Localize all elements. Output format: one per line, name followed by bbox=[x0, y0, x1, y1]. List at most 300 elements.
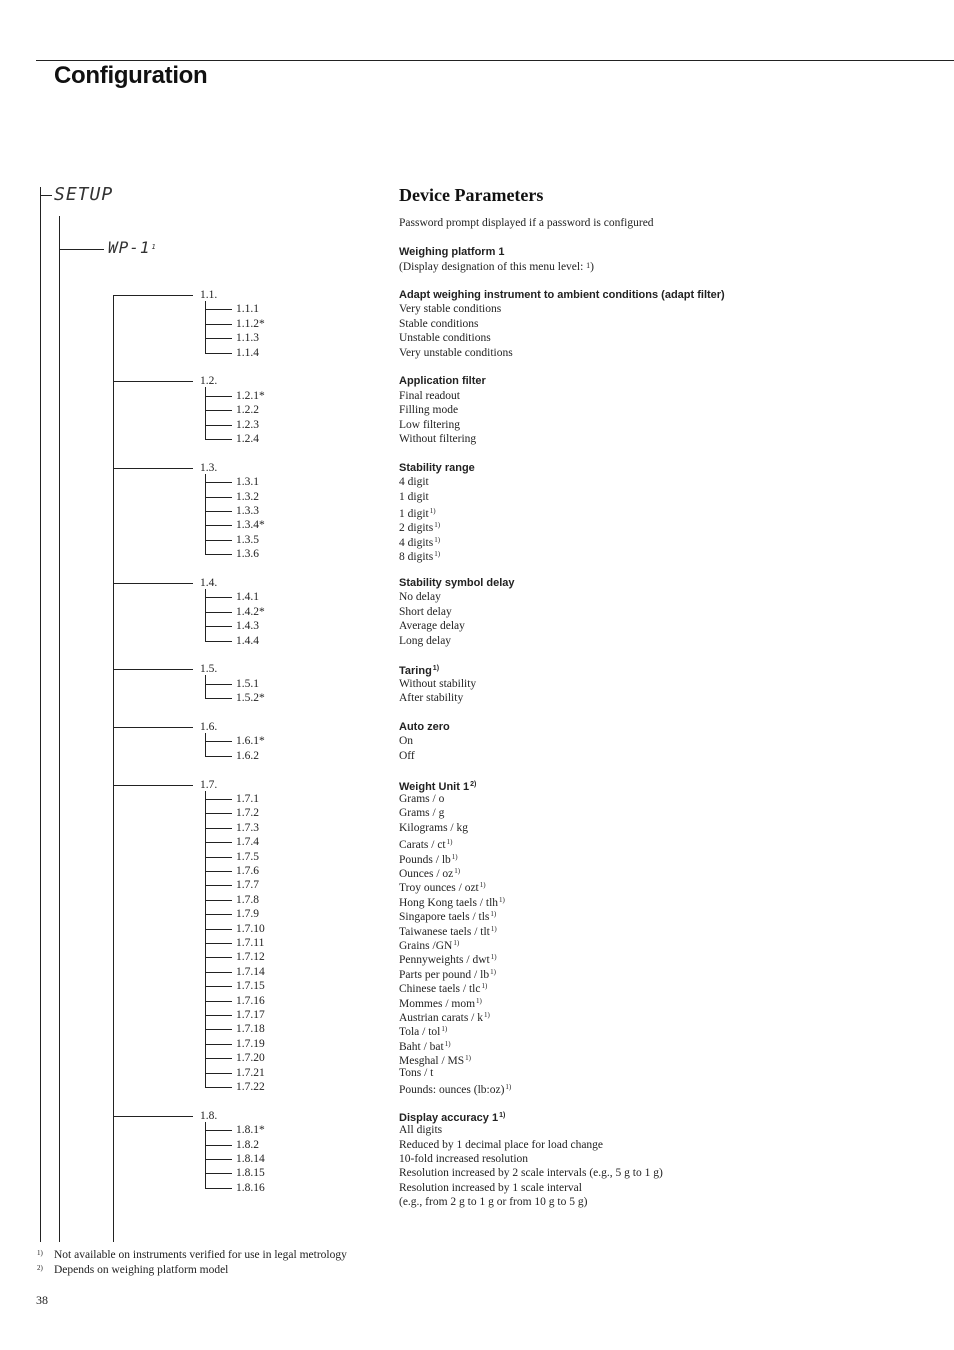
item-label-6-2-text: Kilograms / kg bbox=[399, 822, 468, 834]
item-branch-line-0-2 bbox=[205, 338, 232, 339]
item-code-6-7-text: 1.7.8 bbox=[236, 894, 259, 906]
group-stem-line-4 bbox=[205, 675, 206, 699]
item-code-6-12-text: 1.7.14 bbox=[236, 966, 265, 978]
item-label-2-0 bbox=[399, 475, 429, 489]
item-label-3-1 bbox=[399, 605, 452, 619]
item-label-3-3-text: Long delay bbox=[399, 635, 452, 647]
item-branch-line-2-5 bbox=[205, 554, 232, 555]
item-code-6-15 bbox=[236, 1008, 265, 1022]
item-branch-line-5-0 bbox=[205, 741, 232, 742]
item-branch-line-6-0 bbox=[205, 799, 232, 800]
setup-trunk-line bbox=[40, 187, 41, 1242]
item-branch-line-3-1 bbox=[205, 612, 232, 613]
item-code-1-0 bbox=[236, 389, 265, 403]
item-code-0-3 bbox=[236, 346, 259, 360]
item-label-6-16-sup: 1) bbox=[441, 1025, 448, 1033]
item-code-3-3-text: 1.4.4 bbox=[236, 635, 259, 647]
item-branch-line-6-10 bbox=[205, 943, 232, 944]
item-label-0-2-text: Unstable conditions bbox=[399, 332, 491, 344]
item-code-6-12 bbox=[236, 965, 265, 979]
group-code-6 bbox=[200, 778, 217, 792]
item-code-6-2-text: 1.7.3 bbox=[236, 822, 259, 834]
item-label-2-0-text: 4 digit bbox=[399, 476, 429, 488]
item-label-1-1-text: Filling mode bbox=[399, 404, 459, 416]
item-branch-line-2-4 bbox=[205, 540, 232, 541]
item-label-7-4-text: Resolution increased by 1 scale interval bbox=[399, 1182, 582, 1194]
item-code-2-4 bbox=[236, 533, 259, 547]
section-title: Device Parameters bbox=[399, 185, 544, 205]
item-branch-line-3-2 bbox=[205, 626, 232, 627]
item-label-6-20-text: Pounds: ounces (lb:oz) bbox=[399, 1084, 505, 1096]
item-branch-line-6-13 bbox=[205, 986, 232, 987]
item-label-6-14-sup: 1) bbox=[476, 997, 482, 1005]
item-label-7-4 bbox=[399, 1181, 582, 1195]
item-label-6-17-sup: 1) bbox=[444, 1040, 451, 1048]
item-code-3-0 bbox=[236, 590, 259, 604]
item-branch-line-1-3 bbox=[205, 439, 232, 440]
item-code-7-2-text: 1.8.14 bbox=[236, 1153, 265, 1165]
item-label-5-0 bbox=[399, 734, 413, 748]
item-label-6-5-sup: 1) bbox=[454, 867, 461, 875]
item-label-6-8-sup: 1) bbox=[490, 910, 497, 918]
item-code-7-1 bbox=[236, 1138, 259, 1152]
group-branch-line-4 bbox=[113, 669, 193, 670]
group-title-7-sup: 1) bbox=[499, 1111, 506, 1119]
item-code-6-7 bbox=[236, 893, 259, 907]
item-branch-line-6-11 bbox=[205, 957, 232, 958]
item-code-6-16 bbox=[236, 1022, 265, 1036]
item-label-3-0-text: No delay bbox=[399, 591, 441, 603]
item-code-1-1 bbox=[236, 403, 259, 417]
item-label-7-3-text: Resolution increased by 2 scale intervals (e.g., 5 g to 1 g) bbox=[399, 1167, 663, 1179]
group-branch-line-7 bbox=[113, 1116, 193, 1117]
item-branch-line-6-19 bbox=[205, 1073, 232, 1074]
group-code-1-text: 1.2. bbox=[200, 375, 218, 388]
group-trunk-line bbox=[113, 295, 114, 1242]
item-code-6-0 bbox=[236, 792, 259, 806]
page-title: Configuration bbox=[54, 62, 208, 89]
group-stem-line-2 bbox=[205, 474, 206, 555]
item-branch-line-6-4 bbox=[205, 857, 232, 858]
item-code-6-13 bbox=[236, 979, 265, 993]
item-branch-line-6-5 bbox=[205, 871, 232, 872]
group-title-3 bbox=[399, 576, 515, 590]
item-label-0-2 bbox=[399, 331, 491, 345]
item-code-3-2-text: 1.4.3 bbox=[236, 620, 259, 632]
item-code-6-14 bbox=[236, 994, 265, 1008]
item-code-7-3-text: 1.8.15 bbox=[236, 1167, 265, 1179]
item-code-6-18-text: 1.7.20 bbox=[236, 1052, 265, 1064]
item-branch-line-1-1 bbox=[205, 410, 232, 411]
group-extra-7 bbox=[399, 1195, 587, 1209]
item-code-3-0-text: 1.4.1 bbox=[236, 591, 259, 603]
item-code-2-3-text: 1.3.4* bbox=[236, 519, 265, 531]
item-code-0-2 bbox=[236, 331, 259, 345]
item-code-1-0-text: 1.2.1* bbox=[236, 390, 265, 402]
group-code-3-text: 1.4. bbox=[200, 577, 218, 589]
item-label-2-4-sup: 1) bbox=[434, 536, 441, 544]
item-code-2-1-text: 1.3.2 bbox=[236, 491, 259, 503]
group-title-4-sup: 1) bbox=[432, 665, 440, 673]
item-branch-line-1-2 bbox=[205, 425, 232, 426]
item-label-1-1 bbox=[399, 403, 458, 417]
item-label-5-1 bbox=[399, 749, 415, 763]
item-label-6-0-text: Grams / o bbox=[399, 793, 445, 805]
item-code-5-0 bbox=[236, 734, 265, 748]
item-label-6-19-text: Tons / t bbox=[399, 1067, 434, 1079]
item-code-6-11-text: 1.7.12 bbox=[236, 951, 265, 963]
item-label-1-0 bbox=[399, 389, 460, 403]
group-title-0 bbox=[399, 288, 725, 302]
item-branch-line-2-3 bbox=[205, 525, 232, 526]
item-code-0-1-text: 1.1.2* bbox=[236, 318, 265, 330]
item-branch-line-6-12 bbox=[205, 972, 232, 973]
item-label-0-0 bbox=[399, 302, 501, 316]
item-label-6-10-text: Grains /GN bbox=[399, 940, 453, 952]
footnote-mark-0: 1) bbox=[37, 1249, 43, 1257]
group-title-6-sup: 2) bbox=[470, 780, 477, 788]
group-branch-line-2 bbox=[113, 468, 193, 469]
wp-note-symbol: 1 bbox=[586, 261, 591, 270]
item-label-6-4-sup: 1) bbox=[451, 853, 458, 861]
item-code-2-0 bbox=[236, 475, 259, 489]
item-code-6-3 bbox=[236, 835, 259, 849]
item-label-3-1-text: Short delay bbox=[399, 606, 452, 618]
wp-display-sup: 1 bbox=[151, 243, 157, 251]
item-code-6-10 bbox=[236, 936, 264, 950]
item-code-2-5-text: 1.3.6 bbox=[236, 548, 259, 560]
item-label-7-2-text: 10-fold increased resolution bbox=[399, 1153, 529, 1165]
setup-branch-line bbox=[40, 195, 52, 196]
item-label-2-3-sup: 1) bbox=[434, 521, 441, 529]
item-code-5-1-text: 1.6.2 bbox=[236, 750, 259, 762]
item-branch-line-0-0 bbox=[205, 309, 232, 310]
item-code-6-18 bbox=[236, 1051, 265, 1065]
item-code-3-1 bbox=[236, 605, 265, 619]
item-branch-line-1-0 bbox=[205, 396, 232, 397]
item-label-6-3-text: Carats / ct bbox=[399, 839, 446, 851]
item-branch-line-6-16 bbox=[205, 1029, 232, 1030]
item-code-6-17 bbox=[236, 1037, 265, 1051]
item-code-6-8 bbox=[236, 907, 259, 921]
item-branch-line-4-0 bbox=[205, 684, 232, 685]
item-code-2-0-text: 1.3.1 bbox=[236, 476, 259, 488]
item-label-6-19 bbox=[399, 1066, 433, 1080]
item-label-7-0-text: All digits bbox=[399, 1124, 443, 1136]
item-label-1-2 bbox=[399, 418, 460, 432]
item-branch-line-6-3 bbox=[205, 842, 232, 843]
wp-title: Weighing platform 1 bbox=[399, 246, 505, 258]
item-label-6-5-text: Ounces / oz bbox=[399, 868, 454, 880]
group-stem-line-0 bbox=[205, 301, 206, 354]
item-branch-line-2-2 bbox=[205, 511, 232, 512]
item-label-0-1 bbox=[399, 317, 479, 331]
item-code-6-19-text: 1.7.21 bbox=[236, 1067, 265, 1079]
item-label-2-4-text: 4 digits bbox=[399, 537, 434, 549]
item-label-1-3 bbox=[399, 432, 476, 446]
item-code-6-1-text: 1.7.2 bbox=[236, 807, 259, 819]
item-label-7-1-text: Reduced by 1 decimal place for load change bbox=[399, 1139, 604, 1151]
item-label-6-7-text: Hong Kong taels / tlh bbox=[399, 897, 499, 909]
password-note: Password prompt displayed if a password is configured bbox=[399, 217, 654, 229]
group-title-1 bbox=[399, 374, 486, 388]
item-code-1-3-text: 1.2.4 bbox=[236, 433, 259, 445]
item-label-6-15-sup: 1) bbox=[484, 1011, 490, 1019]
group-stem-line-6 bbox=[205, 791, 206, 1088]
group-extra-7-text: (e.g., from 2 g to 1 g or from 10 g to 5 g) bbox=[399, 1196, 588, 1208]
item-branch-line-5-1 bbox=[205, 756, 232, 757]
item-label-6-9-text: Taiwanese taels / tlt bbox=[399, 926, 490, 938]
item-label-6-9-sup: 1) bbox=[490, 925, 497, 933]
wp-note-end: ) bbox=[590, 261, 595, 273]
item-branch-line-6-2 bbox=[205, 828, 232, 829]
item-label-3-0 bbox=[399, 590, 441, 604]
group-stem-line-1 bbox=[205, 387, 206, 440]
wp-note bbox=[399, 259, 594, 274]
item-code-5-1 bbox=[236, 749, 259, 763]
item-label-6-14-text: Mommes / mom bbox=[399, 998, 476, 1010]
item-code-2-2 bbox=[236, 504, 259, 518]
item-branch-line-7-3 bbox=[205, 1173, 232, 1174]
item-label-4-1 bbox=[399, 691, 463, 705]
item-label-6-18-text: Mesghal / MS bbox=[399, 1055, 465, 1067]
item-label-6-13-text: Chinese taels / tlc bbox=[399, 983, 481, 995]
item-branch-line-6-14 bbox=[205, 1001, 232, 1002]
group-title-2 bbox=[399, 461, 475, 475]
item-code-6-9-text: 1.7.10 bbox=[236, 923, 265, 935]
group-code-6-text: 1.7. bbox=[200, 778, 218, 791]
item-label-6-6-sup: 1) bbox=[479, 881, 486, 889]
item-code-1-3 bbox=[236, 432, 259, 446]
item-code-6-6 bbox=[236, 878, 259, 892]
group-stem-line-5 bbox=[205, 733, 206, 757]
item-label-2-5 bbox=[399, 547, 440, 564]
item-code-0-0-text: 1.1.1 bbox=[236, 303, 259, 315]
item-label-1-2-text: Low filtering bbox=[399, 419, 460, 431]
item-label-6-1-text: Grams / g bbox=[399, 807, 445, 819]
header-rule bbox=[36, 60, 954, 61]
item-label-6-16-text: Tola / tol bbox=[399, 1026, 441, 1038]
item-label-5-1-text: Off bbox=[399, 750, 415, 762]
item-code-2-3 bbox=[236, 518, 265, 532]
item-code-1-1-text: 1.2.2 bbox=[236, 404, 259, 416]
item-label-3-3 bbox=[399, 634, 451, 648]
item-code-6-5-text: 1.7.6 bbox=[236, 865, 259, 877]
wp-display bbox=[108, 238, 157, 257]
group-title-7-text: Display accuracy 1 bbox=[399, 1111, 499, 1124]
group-code-5 bbox=[200, 720, 217, 734]
item-code-6-11 bbox=[236, 950, 265, 964]
item-label-6-12-sup: 1) bbox=[490, 968, 496, 976]
item-branch-line-6-6 bbox=[205, 885, 232, 886]
group-branch-line-5 bbox=[113, 727, 193, 728]
item-code-6-16-text: 1.7.18 bbox=[236, 1023, 265, 1035]
item-code-6-10-text: 1.7.11 bbox=[236, 937, 265, 949]
wp-branch-line bbox=[59, 249, 104, 250]
item-code-2-1 bbox=[236, 490, 259, 504]
item-label-6-2 bbox=[399, 821, 468, 835]
item-branch-line-0-3 bbox=[205, 353, 232, 354]
item-branch-line-2-0 bbox=[205, 482, 232, 483]
item-code-7-1-text: 1.8.2 bbox=[236, 1139, 259, 1151]
item-label-6-11-sup: 1) bbox=[490, 953, 497, 961]
wp-trunk-line bbox=[59, 216, 60, 1242]
group-title-0-text: Adapt weighing instrument to ambient conditions (adapt filter) bbox=[399, 289, 725, 301]
group-title-4 bbox=[399, 662, 439, 678]
group-code-7 bbox=[200, 1109, 217, 1123]
item-code-0-0 bbox=[236, 302, 259, 316]
item-code-7-2 bbox=[236, 1152, 265, 1166]
item-code-2-2-text: 1.3.3 bbox=[236, 505, 259, 517]
item-code-5-0-text: 1.6.1* bbox=[236, 735, 265, 747]
item-label-2-1-text: 1 digit bbox=[399, 491, 429, 503]
group-title-5-text: Auto zero bbox=[399, 721, 450, 733]
item-label-7-3 bbox=[399, 1166, 663, 1180]
item-label-2-5-text: 8 digits bbox=[399, 551, 434, 563]
item-label-6-10-sup: 1) bbox=[453, 939, 460, 947]
footnote-mark-1: 2) bbox=[37, 1264, 43, 1272]
item-branch-line-6-9 bbox=[205, 929, 232, 930]
group-title-1-text: Application filter bbox=[399, 375, 486, 388]
item-code-6-14-text: 1.7.16 bbox=[236, 995, 265, 1007]
item-code-3-1-text: 1.4.2* bbox=[236, 606, 265, 618]
item-code-6-9 bbox=[236, 922, 265, 936]
group-code-3 bbox=[200, 576, 217, 590]
item-branch-line-6-15 bbox=[205, 1015, 232, 1016]
item-label-6-18-sup: 1) bbox=[465, 1054, 472, 1062]
item-code-0-2-text: 1.1.3 bbox=[236, 332, 259, 344]
item-branch-line-7-2 bbox=[205, 1159, 232, 1160]
item-code-6-20 bbox=[236, 1080, 265, 1094]
item-branch-line-6-8 bbox=[205, 914, 232, 915]
item-label-6-11-text: Pennyweights / dwt bbox=[399, 954, 490, 966]
group-code-0 bbox=[200, 288, 217, 302]
item-label-6-8-text: Singapore taels / tls bbox=[399, 911, 490, 923]
group-code-5-text: 1.6. bbox=[200, 721, 218, 733]
item-label-2-5-sup: 1) bbox=[434, 550, 441, 558]
item-branch-line-7-0 bbox=[205, 1130, 232, 1131]
item-label-6-6-text: Troy ounces / ozt bbox=[399, 882, 479, 894]
item-label-4-1-text: After stability bbox=[399, 692, 464, 704]
item-label-0-1-text: Stable conditions bbox=[399, 318, 479, 330]
setup-display: SETUP bbox=[54, 184, 114, 205]
item-branch-line-7-1 bbox=[205, 1145, 232, 1146]
item-code-4-1-text: 1.5.2* bbox=[236, 692, 265, 704]
item-branch-line-2-1 bbox=[205, 497, 232, 498]
item-label-6-4-text: Pounds / lb bbox=[399, 854, 451, 866]
group-code-2-text: 1.3. bbox=[200, 461, 218, 474]
item-label-6-0 bbox=[399, 792, 444, 806]
page-number: 38 bbox=[36, 1293, 48, 1307]
wp-display-text: WP-1 bbox=[108, 238, 151, 257]
item-label-4-0-text: Without stability bbox=[399, 678, 477, 690]
group-stem-line-7 bbox=[205, 1122, 206, 1189]
item-label-4-0 bbox=[399, 677, 476, 691]
item-label-6-7-sup: 1) bbox=[499, 896, 505, 904]
group-code-4-text: 1.5. bbox=[200, 663, 218, 676]
item-label-6-13-sup: 1) bbox=[481, 982, 488, 990]
item-code-6-2 bbox=[236, 821, 259, 835]
item-code-6-17-text: 1.7.19 bbox=[236, 1038, 265, 1050]
item-label-7-1 bbox=[399, 1138, 603, 1152]
item-code-6-5 bbox=[236, 864, 259, 878]
item-code-6-13-text: 1.7.15 bbox=[236, 980, 265, 992]
item-code-6-19 bbox=[236, 1066, 265, 1080]
item-code-6-8-text: 1.7.9 bbox=[236, 908, 259, 920]
item-label-7-0 bbox=[399, 1123, 442, 1137]
item-branch-line-6-20 bbox=[205, 1087, 232, 1088]
item-code-7-4-text: 1.8.16 bbox=[236, 1182, 265, 1194]
item-label-6-12-text: Parts per pound / lb bbox=[399, 969, 490, 981]
group-title-6-text: Weight Unit 1 bbox=[399, 780, 470, 793]
item-branch-line-4-1 bbox=[205, 698, 232, 699]
wp-note-text: (Display designation of this menu level: bbox=[399, 261, 584, 273]
item-label-6-1 bbox=[399, 806, 444, 820]
item-code-6-4 bbox=[236, 850, 259, 864]
item-code-6-6-text: 1.7.7 bbox=[236, 879, 259, 891]
group-code-1 bbox=[200, 374, 217, 388]
item-code-7-4 bbox=[236, 1181, 265, 1195]
group-title-4-text: Taring bbox=[399, 665, 432, 678]
group-title-3-text: Stability symbol delay bbox=[399, 577, 515, 589]
item-code-3-2 bbox=[236, 619, 259, 633]
item-code-2-4-text: 1.3.5 bbox=[236, 534, 259, 546]
item-label-0-3-text: Very unstable conditions bbox=[399, 347, 513, 359]
item-branch-line-6-18 bbox=[205, 1058, 232, 1059]
item-label-1-0-text: Final readout bbox=[399, 390, 460, 402]
item-code-7-0-text: 1.8.1* bbox=[236, 1124, 265, 1136]
item-label-2-1 bbox=[399, 490, 429, 504]
item-label-2-3-text: 2 digits bbox=[399, 522, 434, 534]
item-branch-line-0-1 bbox=[205, 324, 232, 325]
group-code-0-text: 1.1. bbox=[200, 289, 218, 301]
footnote-text-0: Not available on instruments verified for use in legal metrology bbox=[54, 1249, 347, 1261]
item-code-6-1 bbox=[236, 806, 259, 820]
item-branch-line-3-3 bbox=[205, 641, 232, 642]
item-label-5-0-text: On bbox=[399, 735, 414, 747]
item-code-6-3-text: 1.7.4 bbox=[236, 836, 259, 848]
group-code-7-text: 1.8. bbox=[200, 1109, 218, 1122]
item-code-1-2 bbox=[236, 418, 259, 432]
item-code-7-0 bbox=[236, 1123, 265, 1137]
item-code-0-1 bbox=[236, 317, 265, 331]
footnote-text-1: Depends on weighing platform model bbox=[54, 1264, 229, 1276]
item-label-2-2-sup: 1) bbox=[429, 507, 436, 515]
item-branch-line-6-1 bbox=[205, 813, 232, 814]
item-code-6-0-text: 1.7.1 bbox=[236, 793, 259, 805]
item-label-6-20 bbox=[399, 1080, 511, 1097]
item-code-4-1 bbox=[236, 691, 265, 705]
item-label-3-2-text: Average delay bbox=[399, 620, 465, 632]
item-code-6-4-text: 1.7.5 bbox=[236, 851, 259, 863]
group-branch-line-6 bbox=[113, 785, 193, 786]
group-stem-line-3 bbox=[205, 589, 206, 642]
item-label-6-20-sup: 1) bbox=[505, 1083, 512, 1091]
item-branch-line-7-4 bbox=[205, 1188, 232, 1189]
item-label-6-15-text: Austrian carats / k bbox=[399, 1012, 483, 1024]
group-branch-line-3 bbox=[113, 583, 193, 584]
item-code-4-0 bbox=[236, 677, 259, 691]
group-title-2-text: Stability range bbox=[399, 461, 475, 474]
item-branch-line-3-0 bbox=[205, 597, 232, 598]
group-code-4 bbox=[200, 662, 217, 676]
item-label-2-2-text: 1 digit bbox=[399, 508, 429, 520]
item-label-7-2 bbox=[399, 1152, 528, 1166]
group-code-2 bbox=[200, 461, 217, 475]
item-branch-line-6-17 bbox=[205, 1044, 232, 1045]
group-branch-line-1 bbox=[113, 381, 193, 382]
item-label-1-3-text: Without filtering bbox=[399, 433, 477, 445]
